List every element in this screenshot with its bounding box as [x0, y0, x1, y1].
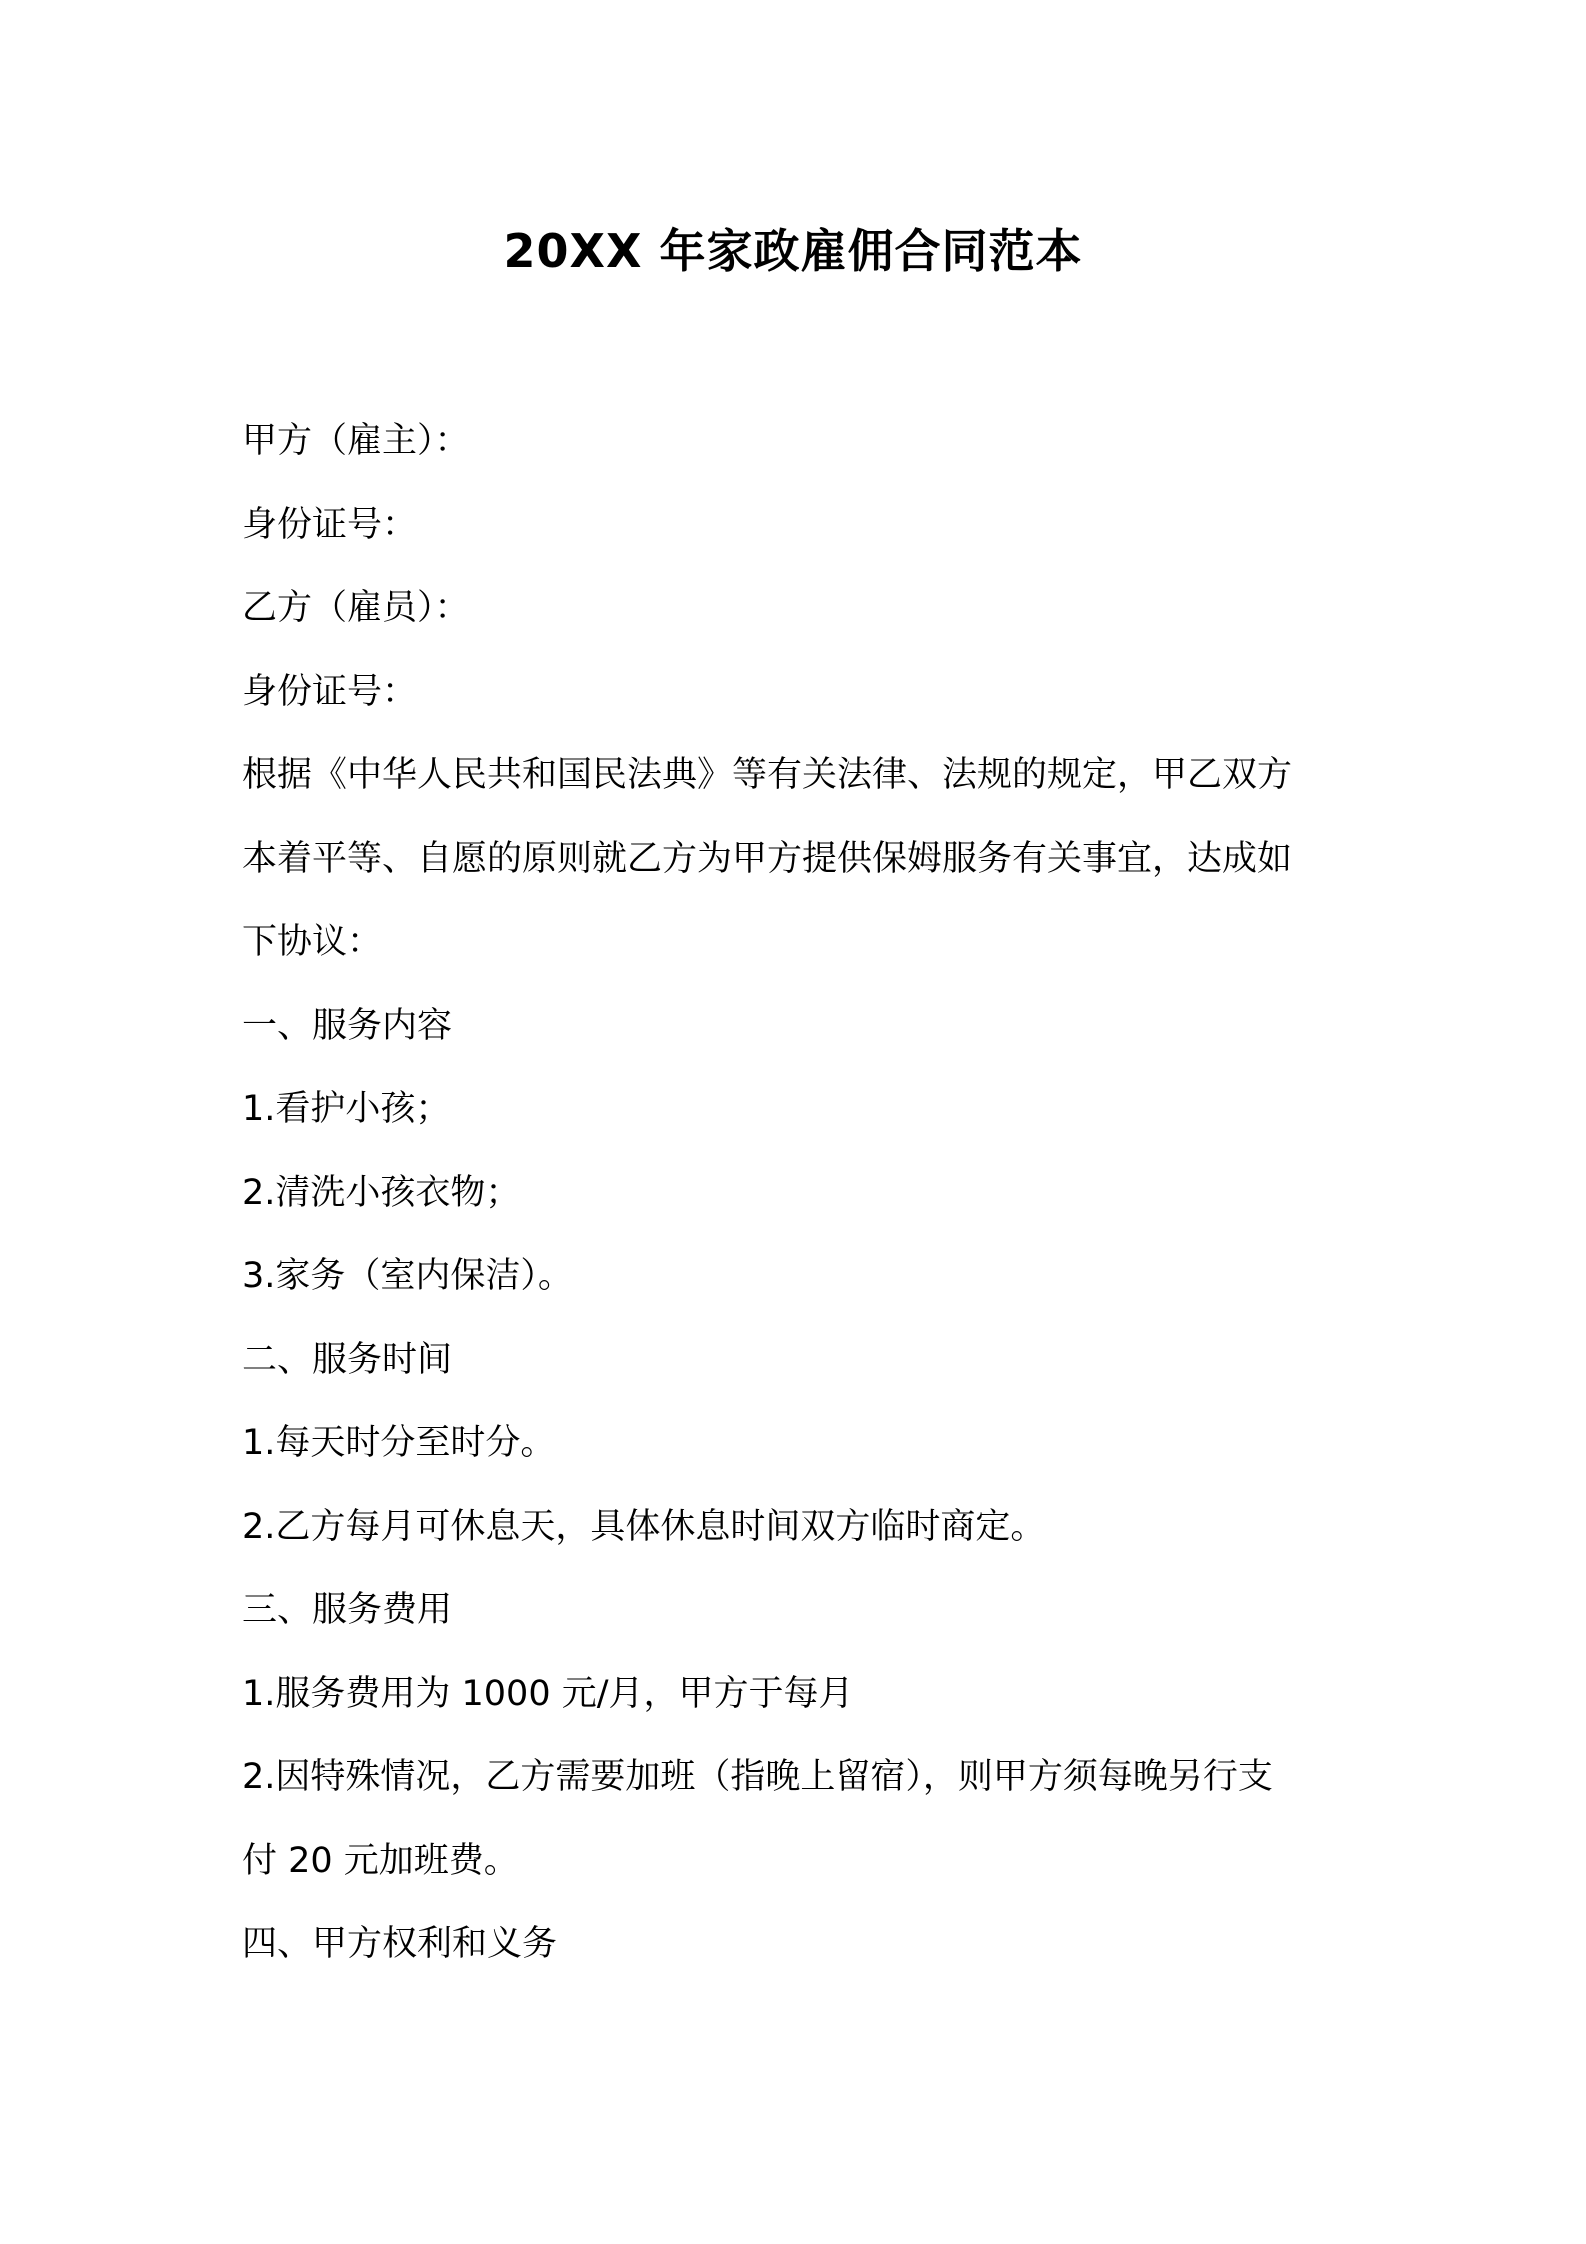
party-b-id-line: 身份证号： [242, 671, 418, 712]
list-item: 付 20 元加班费。 [242, 1840, 519, 1881]
list-item: 3.家务（室内保洁）。 [242, 1256, 573, 1296]
preamble-line: 根据《中华人民共和国民法典》等有关法律、法规的规定，甲乙双方 [242, 755, 1293, 795]
party-b-line: 乙方（雇员）： [242, 588, 470, 628]
section-heading: 四、甲方权利和义务 [242, 1924, 558, 1964]
party-a-id-line: 身份证号： [242, 504, 418, 545]
list-item: 1.服务费用为 1000 元/月，甲方于每月 [242, 1673, 854, 1714]
list-item: 1.看护小孩； [242, 1089, 451, 1129]
section-heading: 二、服务时间 [242, 1339, 453, 1380]
list-item: 1.每天时分至时分。 [242, 1423, 556, 1463]
section-heading: 三、服务费用 [242, 1590, 453, 1630]
list-item: 2.因特殊情况，乙方需要加班（指晚上留宿），则甲方须每晚另行支 [242, 1757, 1273, 1797]
preamble-line: 下协议： [242, 922, 383, 962]
party-a-line: 甲方（雇主）： [242, 421, 470, 461]
document-body [242, 400, 1362, 1987]
list-item: 2.清洗小孩衣物； [242, 1172, 521, 1213]
preamble-line: 本着平等、自愿的原则就乙方为甲方提供保姆服务有关事宜，达成如 [242, 838, 1293, 879]
section-heading: 一、服务内容 [242, 1005, 453, 1046]
list-item: 2.乙方每月可休息天，具体休息时间双方临时商定。 [242, 1506, 1046, 1547]
document-title: 20XX 年家政雇佣合同范本 [503, 224, 1083, 278]
